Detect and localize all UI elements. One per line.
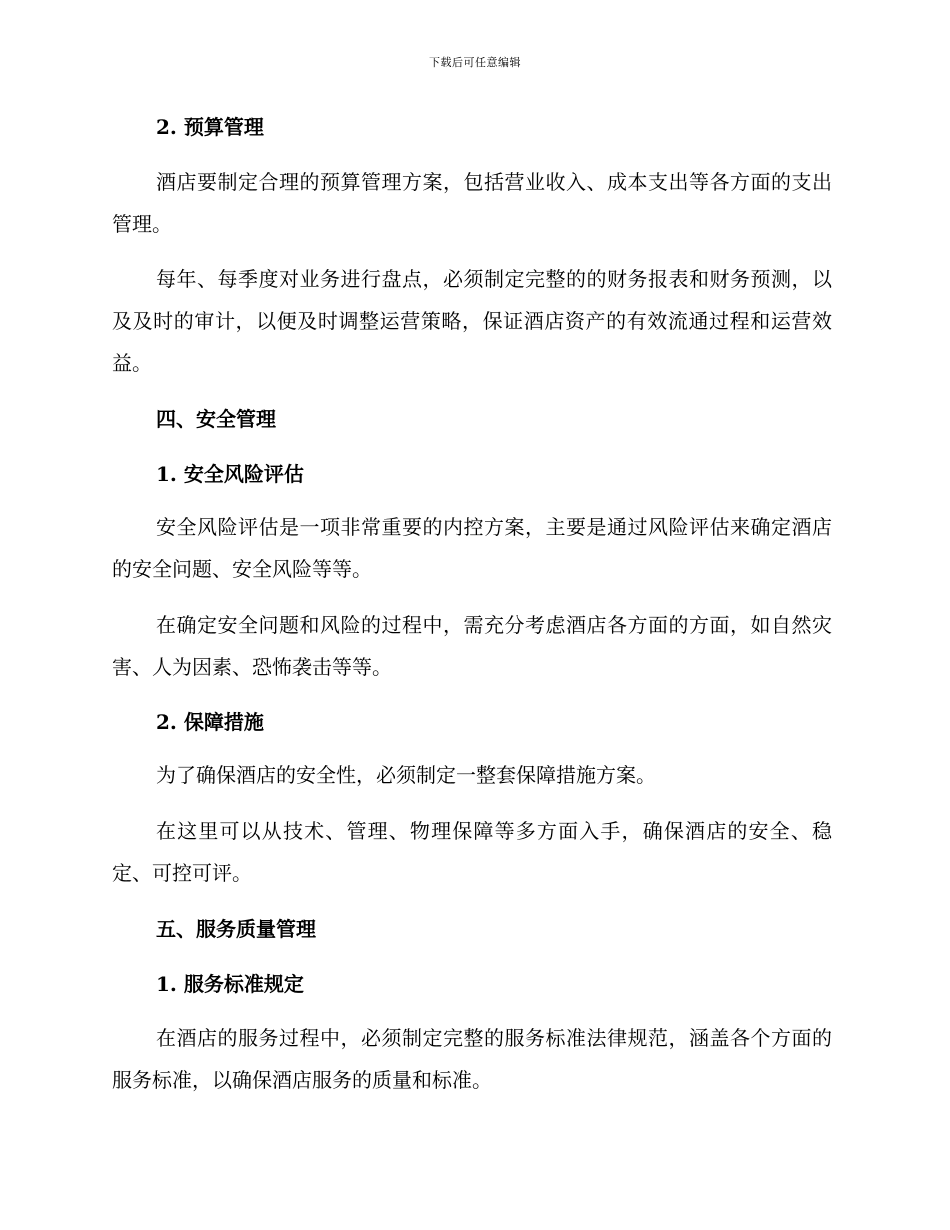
paragraph-service-standards: 在酒店的服务过程中，必须制定完整的服务标准法律规范，涵盖各个方面的服务标准，以确保酒店服务的质量和标准。 <box>112 1026 832 1092</box>
paragraph-risk-assessment: 安全风险评估是一项非常重要的内控方案，主要是通过风险评估来确定酒店的安全问题、安全风险等等。 <box>112 515 832 581</box>
heading-service-standards: 1. 服务标准规定 <box>156 972 304 996</box>
heading-service-quality-management: 五、服务质量管理 <box>156 917 316 941</box>
heading-safeguard-measures: 2. 保障措施 <box>156 710 264 734</box>
paragraph-risk-factors: 在确定安全问题和风险的过程中，需充分考虑酒店各方面的方面，如自然灾害、人为因素、恐怖袭击等等。 <box>112 613 832 679</box>
paragraph-budget-plan: 酒店要制定合理的预算管理方案，包括营业收入、成本支出等各方面的支出管理。 <box>112 170 832 236</box>
heading-safety-risk-assessment: 1. 安全风险评估 <box>156 462 304 486</box>
heading-budget-management: 2. 预算管理 <box>156 115 264 139</box>
paragraph-annual-review: 每年、每季度对业务进行盘点，必须制定完整的的财务报表和财务预测，以及及时的审计，以便及时调整运营策略，保证酒店资产的有效流通过程和运营效益。 <box>112 267 832 375</box>
paragraph-safeguard-approach: 在这里可以从技术、管理、物理保障等多方面入手，确保酒店的安全、稳定、可控可评。 <box>112 819 832 885</box>
paragraph-safeguard-plan: 为了确保酒店的安全性，必须制定一整套保障措施方案。 <box>156 763 656 787</box>
page-header-note: 下载后可任意编辑 <box>429 56 521 69</box>
heading-safety-management: 四、安全管理 <box>156 407 276 431</box>
